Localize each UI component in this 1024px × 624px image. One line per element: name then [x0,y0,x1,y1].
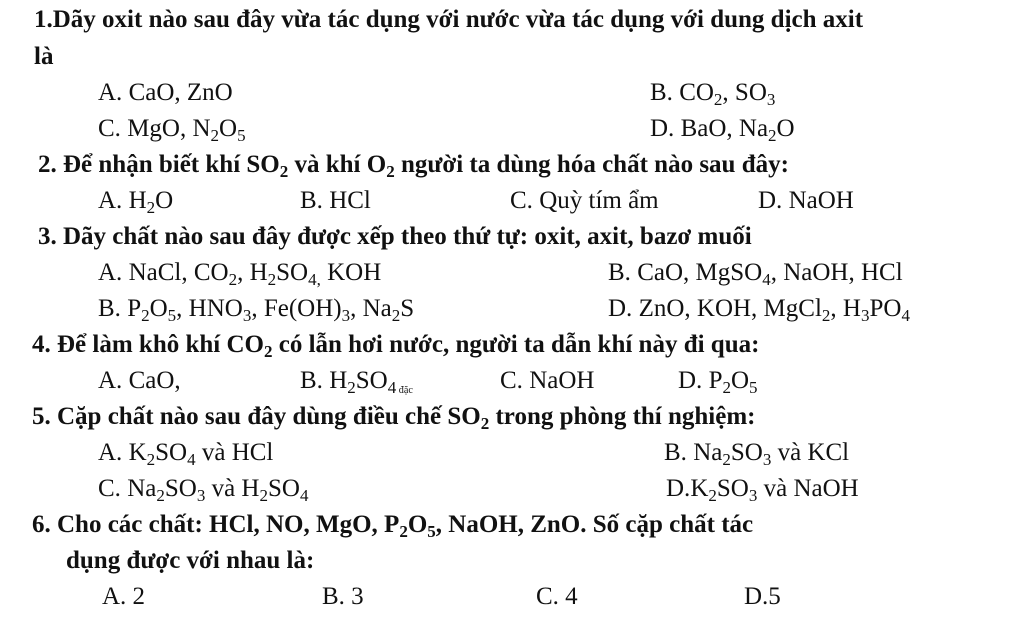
q3-option-a[interactable]: A. NaCl, $CO_2$, $H_2SO_{4,}$ KOH [98,259,382,289]
q1-option-c[interactable]: C. MgO, $N_2O_5$ [98,115,246,145]
q4-option-a[interactable]: A. CaO, [98,367,181,394]
q2-option-c[interactable]: C. Quỳ tím ẩm [510,187,659,214]
q6-option-a[interactable]: A. 2 [102,583,146,610]
question-5-stem: 5. Cặp chất nào sau đây dùng điều chế $SO_2$ trong phòng thí nghiệm: [32,403,756,433]
q6-option-d[interactable]: D.5 [744,583,781,610]
q4-option-b[interactable]: B. $H_2SO_{4 đặc}$ [300,367,413,397]
question-4-stem: 4. Để làm khô khí $CO_2$ có lẫn hơi nước, người ta dẫn khí này đi qua: [32,331,760,361]
question-6-stem-cont: dụng được với nhau là: [66,547,315,574]
question-1-stem: 1.Dãy oxit nào sau đây vừa tác dụng với nước vừa tác dụng với dung dịch axit [34,6,864,33]
q6-option-c[interactable]: C. 4 [536,583,578,610]
q1-option-a[interactable]: A. CaO, ZnO [98,79,233,106]
q2-option-a[interactable]: A. $H_2O$ [98,187,174,217]
q2-option-b[interactable]: B. HCl [300,187,371,214]
question-2-stem: 2. Để nhận biết khí $SO_2$ và khí $O_2$ người ta dùng hóa chất nào sau đây: [38,151,789,181]
q1-option-d[interactable]: D. BaO, $Na_2O$ [650,115,795,145]
q2-option-d[interactable]: D. NaOH [758,187,854,214]
question-3-stem: 3. Dãy chất nào sau đây được xếp theo thứ tự: oxit, axit, bazơ muối [38,223,752,250]
question-1-stem-cont: là [34,43,54,70]
q4-option-d[interactable]: D. $P_2O_5$ [678,367,758,397]
q6-option-b[interactable]: B. 3 [322,583,364,610]
q5-option-a[interactable]: A. $K_2SO_4$ và HCl [98,439,274,469]
question-6-stem: 6. Cho các chất: HCl, NO, MgO, $P_2O_5$, NaOH, ZnO. Số cặp chất tác [32,511,754,541]
q5-option-b[interactable]: B. $Na_2SO_3$ và KCl [664,439,850,469]
q1-option-b[interactable]: B. $CO_2$, $SO_3$ [650,79,776,109]
q3-option-d[interactable]: D. ZnO, KOH, MgCl$_2$, $H_3PO_4$ [608,295,910,325]
q5-option-c[interactable]: C. $Na_2SO_3$ và $H_2SO_4$ [98,475,309,505]
q5-option-d[interactable]: $D.K_2SO_3$ và NaOH [666,475,859,505]
q3-option-b-second[interactable]: B. $P_2O_5$, $HNO_3$, $Fe(OH)_3$, $Na_2S$ [98,295,415,325]
q4-option-c[interactable]: C. NaOH [500,367,595,394]
q3-option-b-first[interactable]: B. CaO, MgSO$_4$, NaOH, HCl [608,259,903,289]
